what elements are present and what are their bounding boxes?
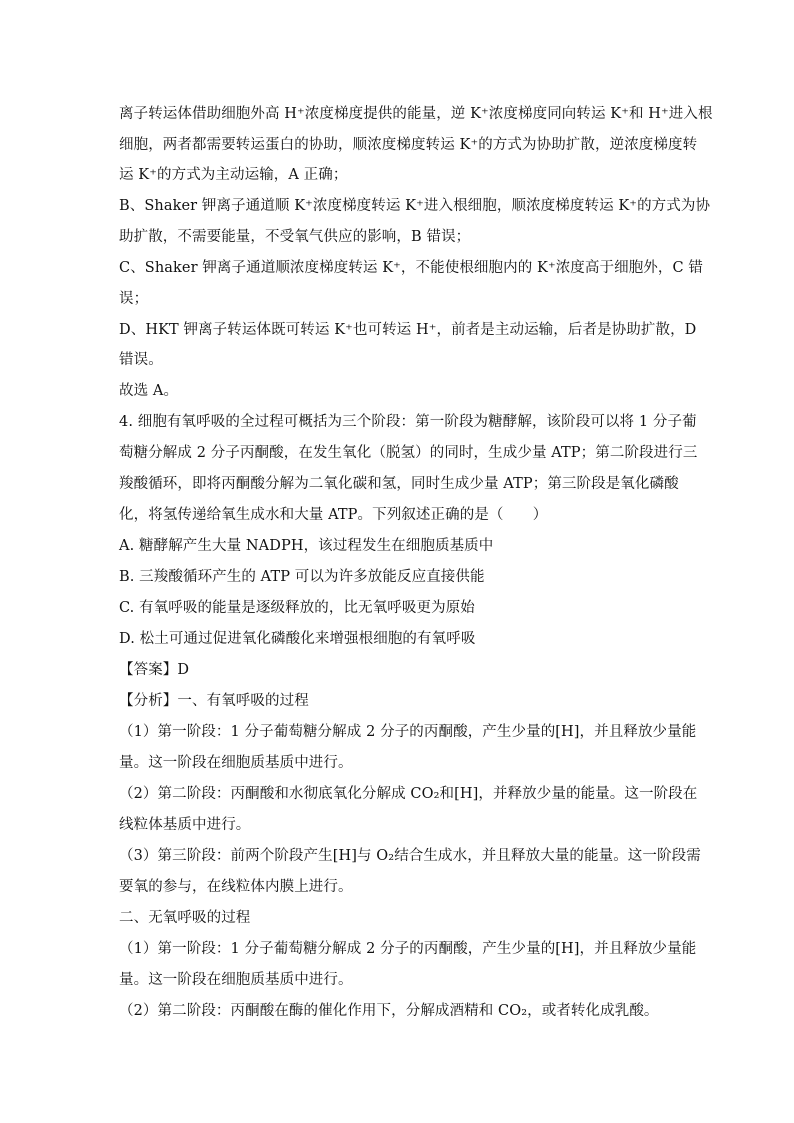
question-text: 萄糖分解成 2 分子丙酮酸，在发生氧化（脱氢）的同时，生成少量 ATP；第二阶段进行三 [119,445,698,461]
text-line: 要氧的参与，在线粒体内膜上进行。 [119,879,353,895]
option-d: D. 松土可通过促进氧化磷酸化来增强根细胞的有氧呼吸 [119,631,476,647]
question-text: 4. 细胞有氧呼吸的全过程可概括为三个阶段：第一阶段为糖酵解，该阶段可以将 1 分子葡 [119,414,697,430]
text-line: 错误。 [119,352,163,368]
text-line: 助扩散，不需要能量，不受氧气供应的影响，B 错误； [119,229,471,245]
text-line: （3）第三阶段：前两个阶段产生[H]与 O₂结合生成水，并且释放大量的能量。这一阶段需 [119,848,701,864]
text-line: 量。这一阶段在细胞质基质中进行。 [119,972,353,988]
text-line: 运 K⁺的方式为主动运输，A 正确； [119,167,348,183]
analysis-heading: 【分析】一、有氧呼吸的过程 [119,693,309,709]
text-line: （1）第一阶段：1 分子葡萄糖分解成 2 分子的丙酮酸，产生少量的[H]，并且释放少量能 [119,941,697,957]
section-heading: 二、无氧呼吸的过程 [119,910,251,926]
option-a: A. 糖酵解产生大量 NADPH，该过程发生在细胞质基质中 [119,538,494,554]
text-line: 细胞，两者都需要转运蛋白的协助，顺浓度梯度转运 K⁺的方式为协助扩散，逆浓度梯度转 [119,137,698,153]
text-line: B、Shaker 钾离子通道顺 K⁺浓度梯度转运 K⁺进入根细胞，顺浓度梯度转运 K⁺的方式为协 [119,198,711,214]
text-line: （1）第一阶段：1 分子葡萄糖分解成 2 分子的丙酮酸，产生少量的[H]，并且释放少量能 [119,724,697,740]
text-line: 线粒体基质中进行。 [119,817,251,833]
text-line: 误； [119,291,149,307]
text-line: D、HKT 钾离子转运体既可转运 K⁺也可转运 H⁺，前者是主动运输，后者是协助扩散，D [119,322,697,338]
answer-line: 【答案】D [119,662,190,678]
option-c: C. 有氧呼吸的能量是逐级释放的，比无氧呼吸更为原始 [119,600,475,616]
question-text: 羧酸循环，即将丙酮酸分解为二氧化碳和氢，同时生成少量 ATP；第三阶段是氧化磷酸 [119,476,679,492]
option-b: B. 三羧酸循环产生的 ATP 可以为许多放能反应直接供能 [119,569,485,585]
text-line: 量。这一阶段在细胞质基质中进行。 [119,755,353,771]
text-line: C、Shaker 钾离子通道顺浓度梯度转运 K⁺，不能使根细胞内的 K⁺浓度高于细胞外，C 错 [119,260,704,276]
text-line: （2）第二阶段：丙酮酸在酶的催化作用下，分解成酒精和 CO₂，或者转化成乳酸。 [119,1003,659,1019]
text-line: 故选 A。 [119,383,179,399]
text-line: 离子转运体借助细胞外高 H⁺浓度梯度提供的能量，逆 K⁺浓度梯度同向转运 K⁺和 H⁺进入根 [119,106,713,122]
text-line: （2）第二阶段：丙酮酸和水彻底氧化分解成 CO₂和[H]，并释放少量的能量。这一阶段在 [119,786,698,802]
question-text: 化，将氢传递给氧生成水和大量 ATP。下列叙述正确的是（ ） [119,507,548,523]
